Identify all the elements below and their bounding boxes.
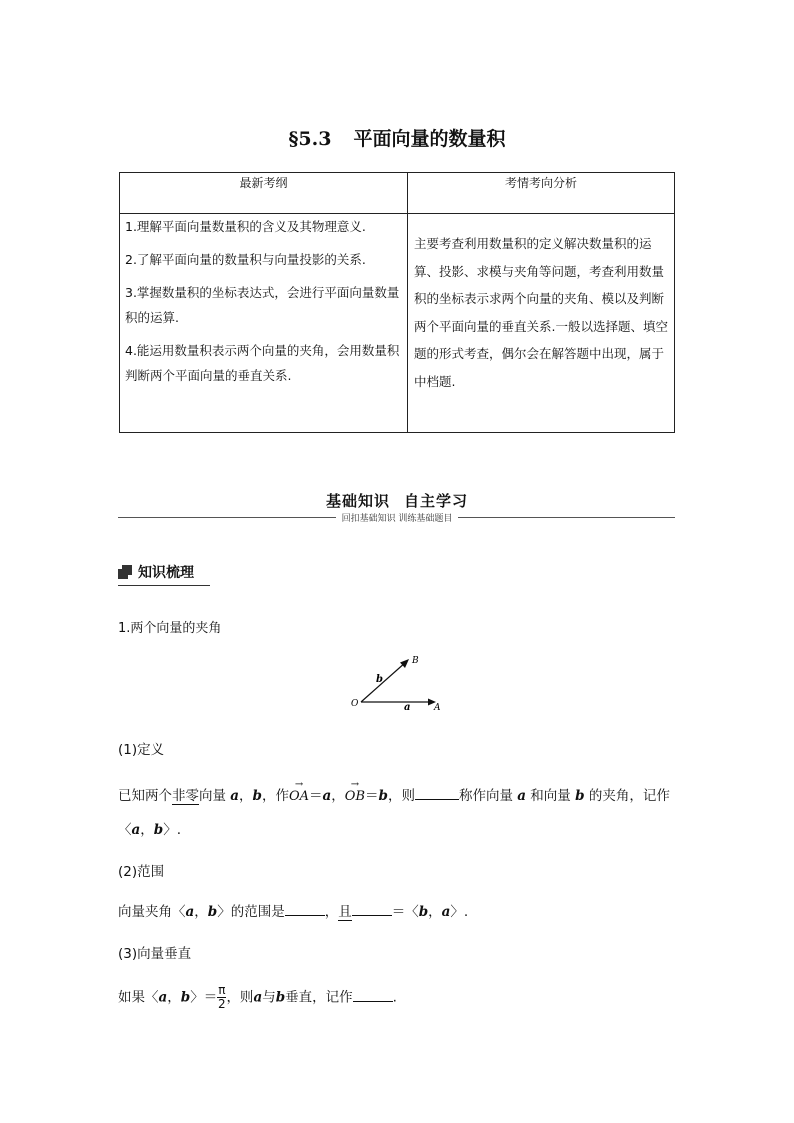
header-left: 最新考纲 <box>120 173 408 214</box>
knowledge-rule <box>118 585 210 586</box>
section-title-a: 基础知识 <box>325 492 390 510</box>
label-A: A <box>434 703 441 713</box>
section-subtitle <box>0 511 794 524</box>
range-label: (2)范围 <box>118 864 165 880</box>
knowledge-heading-text: 知识梳理 <box>138 565 194 581</box>
requirement-item: 4.能运用数量积表示两个向量的夹角，会用数量积判断两个平面向量的垂直关系. <box>125 343 400 383</box>
label-b: b <box>376 674 383 685</box>
section-title <box>0 490 794 511</box>
outline-table <box>119 172 675 433</box>
requirements-cell <box>120 214 408 433</box>
perpendicular-line: 如果〈a，b〉＝ $\frac{\pi}{2}$ ，则a与b垂直，记作 . <box>118 983 397 1011</box>
section-subtitle-text: 回扣基础知识 训练基础题目 <box>336 514 459 524</box>
definition-notation: 〈a，b〉. <box>118 822 181 838</box>
requirement-item: 1.理解平面向量数量积的含义及其物理意义. <box>125 219 366 234</box>
section-number: §5.3 <box>288 128 332 150</box>
label-a: a <box>404 702 411 713</box>
definition-label: (1)定义 <box>118 742 165 758</box>
requirement-item: 3.掌握数量积的坐标表达式，会进行平面向量数量积的运算. <box>125 285 400 325</box>
analysis-text: 主要考查利用数量积的定义解决数量积的运算、投影、求模与夹角等问题，考查利用数量积的坐标表示求两个向量的夹角、模以及判断两个平面向量的垂直关系.一般以选择题、填空题的形式考查，偶尔会在解答题中出现，属于中档题. <box>414 236 668 389</box>
square-bullet-icon <box>118 565 132 579</box>
vector-b-line <box>361 662 406 702</box>
blank-angle[interactable] <box>415 788 459 800</box>
definition-line: 已知两个非零向量 a，b，作 → OA＝a， → OB＝b，则 称作向量 a 和向量 b 的夹角，记作 <box>118 779 670 804</box>
vector-OB: → OB <box>344 779 366 804</box>
pi-over-two: $\frac{\pi}{2}$ <box>218 983 226 1011</box>
vector-OA: → OA <box>289 779 310 804</box>
section-title-b: 自主学习 <box>404 492 469 510</box>
knowledge-heading <box>118 562 194 582</box>
header-right: 考情考向分析 <box>408 173 675 214</box>
range-line: 向量夹角〈a，b〉的范围是 ，且 ＝〈b，a〉. <box>118 904 469 920</box>
nonzero-underlined: 非零 <box>172 788 199 804</box>
vector-angle-figure <box>348 652 448 714</box>
perpendicular-label: (3)向量垂直 <box>118 946 192 962</box>
page-title <box>0 124 794 151</box>
analysis-cell <box>408 214 675 433</box>
blank-perpendicular[interactable] <box>353 990 393 1002</box>
title-text: 平面向量的数量积 <box>353 128 506 150</box>
blank-range[interactable] <box>285 904 325 916</box>
label-B: B <box>412 656 419 666</box>
label-O: O <box>351 699 359 709</box>
blank-symmetry[interactable] <box>352 904 392 916</box>
requirement-item: 2.了解平面向量的数量积与向量投影的关系. <box>125 252 366 267</box>
topic1-heading: 1.两个向量的夹角 <box>118 621 222 636</box>
